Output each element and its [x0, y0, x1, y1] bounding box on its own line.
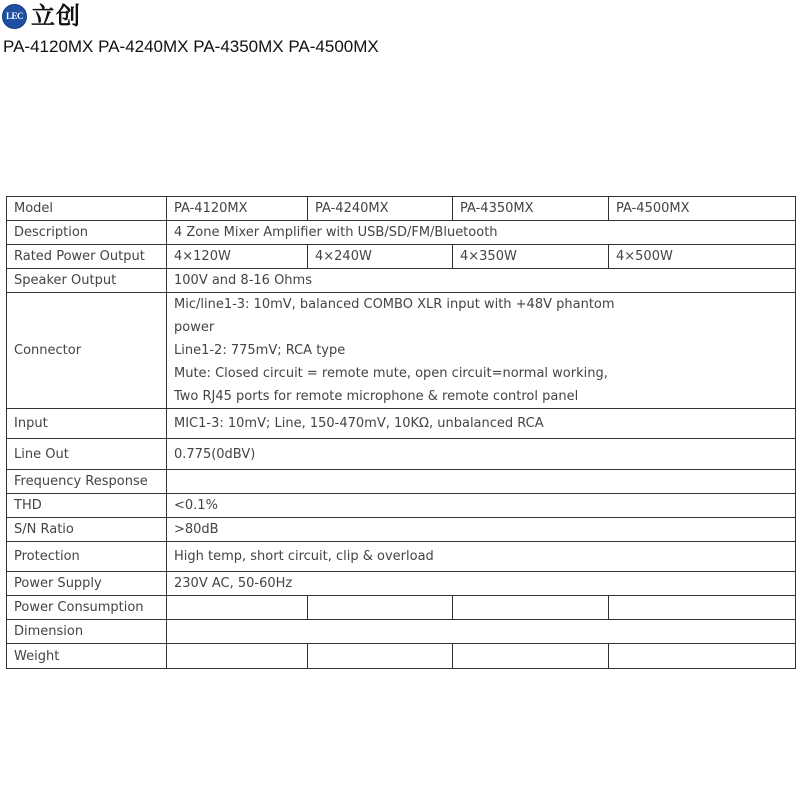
weight-cell [453, 644, 609, 669]
frequency-response-value [167, 470, 796, 494]
table-row [7, 620, 796, 644]
row-label: Protection [7, 542, 167, 572]
power-consumption-cell [308, 596, 453, 620]
table-row [7, 518, 796, 542]
table-row [7, 439, 796, 470]
row-label: Weight [7, 644, 167, 669]
row-label: Power Supply [7, 572, 167, 596]
table-row [7, 293, 796, 409]
connector-line: Mic/line1-3: 10mV, balanced COMBO XLR input with +48V phantom [174, 297, 615, 312]
rated-power-cell: 4×350W [453, 245, 609, 269]
table-row [7, 470, 796, 494]
connector-value [167, 293, 796, 409]
table-row [7, 197, 796, 221]
power-consumption-cell [167, 596, 308, 620]
row-label: THD [7, 494, 167, 518]
weight-cell [308, 644, 453, 669]
table-row [7, 644, 796, 669]
brand-name: 立创 [31, 2, 81, 30]
thd-value: <0.1% [167, 494, 796, 518]
speaker-output-value: 100V and 8-16 Ohms [167, 269, 796, 293]
model-cell: PA-4350MX [453, 197, 609, 221]
rated-power-cell: 4×500W [609, 245, 796, 269]
row-label: Description [7, 221, 167, 245]
model-cell: PA-4500MX [609, 197, 796, 221]
description-value: 4 Zone Mixer Amplifier with USB/SD/FM/Bluetooth [167, 221, 796, 245]
table-row [7, 542, 796, 572]
brand-header [2, 3, 81, 29]
row-label: Model [7, 197, 167, 221]
protection-value: High temp, short circuit, clip & overload [167, 542, 796, 572]
rated-power-cell: 4×120W [167, 245, 308, 269]
connector-line: power [174, 320, 215, 335]
weight-cell [167, 644, 308, 669]
power-supply-value: 230V AC, 50-60Hz [167, 572, 796, 596]
spec-table [6, 196, 796, 669]
table-row [7, 409, 796, 439]
model-cell: PA-4120MX [167, 197, 308, 221]
row-label: S/N Ratio [7, 518, 167, 542]
table-row [7, 221, 796, 245]
weight-cell [609, 644, 796, 669]
model-cell: PA-4240MX [308, 197, 453, 221]
table-row [7, 245, 796, 269]
row-label: Connector [7, 293, 167, 409]
connector-line: Line1-2: 775mV; RCA type [174, 343, 346, 358]
dimension-value [167, 620, 796, 644]
input-value: MIC1-3: 10mV; Line, 150-470mV, 10KΩ, unbalanced RCA [167, 409, 796, 439]
row-label: Line Out [7, 439, 167, 470]
table-row [7, 572, 796, 596]
sn-ratio-value: >80dB [167, 518, 796, 542]
rated-power-cell: 4×240W [308, 245, 453, 269]
connector-line: Two RJ45 ports for remote microphone & remote control panel [174, 389, 579, 404]
model-list-title: PA-4120MX PA-4240MX PA-4350MX PA-4500MX [3, 37, 379, 56]
power-consumption-cell [609, 596, 796, 620]
row-label: Dimension [7, 620, 167, 644]
row-label: Frequency Response [7, 470, 167, 494]
table-row [7, 269, 796, 293]
table-row [7, 596, 796, 620]
table-row [7, 494, 796, 518]
power-consumption-cell [453, 596, 609, 620]
row-label: Rated Power Output [7, 245, 167, 269]
lec-logo-icon: LEC [2, 4, 27, 29]
line-out-value: 0.775(0dBV) [167, 439, 796, 470]
row-label: Input [7, 409, 167, 439]
connector-line: Mute: Closed circuit = remote mute, open circuit=normal working, [174, 366, 608, 381]
row-label: Power Consumption [7, 596, 167, 620]
row-label: Speaker Output [7, 269, 167, 293]
